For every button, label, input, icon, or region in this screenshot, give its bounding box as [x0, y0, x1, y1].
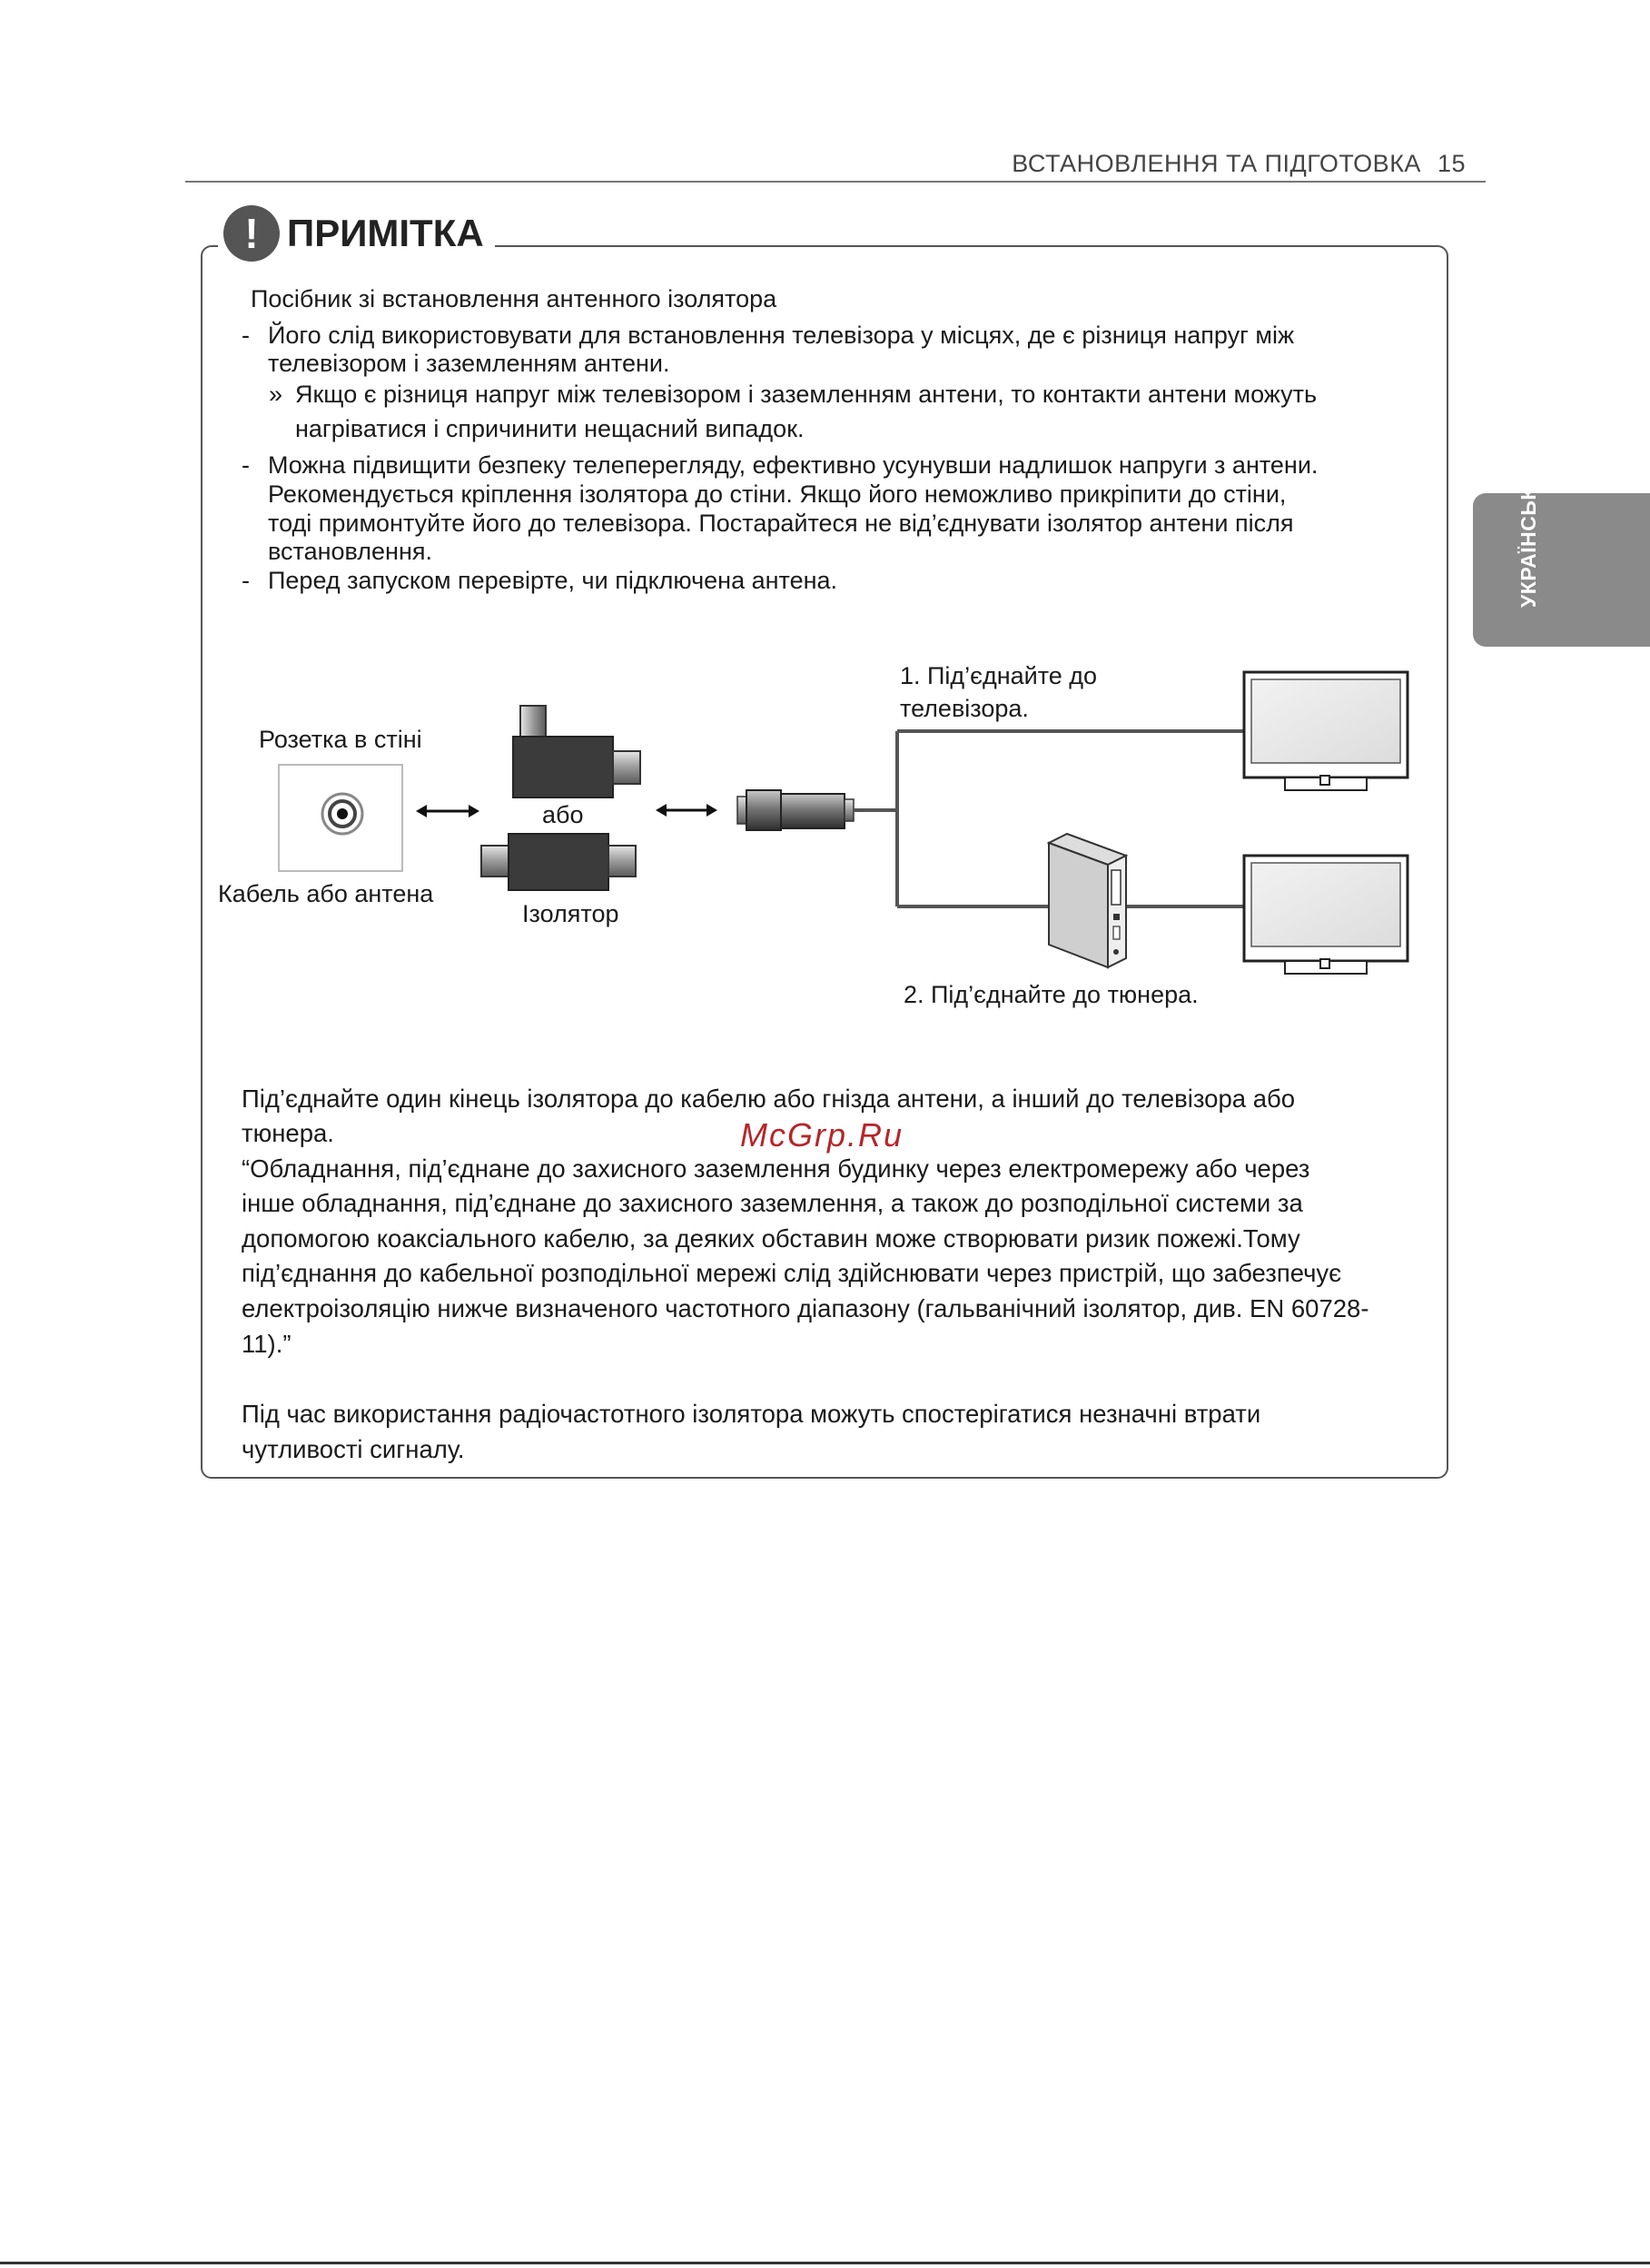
language-label: УКРАЇНСЬКА [1517, 470, 1540, 608]
note-intro: Посібник зі встановлення антенного ізолятора [251, 285, 777, 312]
note-title: ПРИМІТКА [287, 212, 484, 254]
bullet-2-line-1: Можна підвищити безпеку телеперегляду, ефективно усунувши надлишок напруги з антени. [268, 451, 1319, 479]
bullet-1-line-2: телевізором і заземленням антени. [268, 350, 670, 377]
cable-label: Кабель або антена [218, 880, 434, 907]
tv-icon [1244, 856, 1408, 974]
footer-divider [0, 2262, 1650, 2264]
diagram-graphic [209, 654, 1426, 1035]
connect-tuner-label: 2. Під’єднайте до тюнера. [904, 981, 1199, 1008]
bullet-2-line-3: тоді примонтуйте його до телевізора. Постарайтеся не від’єднувати ізолятор антени після [268, 510, 1294, 537]
bullet-2-line-2: Рекомендується кріплення ізолятора до стіни. Якщо його неможливо прикріпити до стіни, [268, 480, 1287, 508]
page-number: 15 [1437, 150, 1466, 177]
wall-socket-icon [279, 765, 402, 871]
bullet-1-line-1: Його слід використовувати для встановлення телевізора у місцях, де є різниця напруг між [268, 322, 1295, 349]
double-arrow-icon [416, 805, 479, 817]
quote-line-4: під’єднання до кабельної розподільної мережі слід здійснювати через пристрій, що забезпечує [242, 1259, 1342, 1287]
or-label: або [542, 801, 584, 828]
coax-connector-icon [737, 790, 854, 830]
bullet-2-line-4: встановлення. [268, 538, 432, 565]
header-divider [185, 181, 1486, 183]
section-title: ВСТАНОВЛЕННЯ ТА ПІДГОТОВКА [1012, 150, 1421, 177]
isolator-diagram [209, 654, 1426, 1040]
para-1-line-1: Під’єднайте один кінець ізолятора до кабелю або гнізда антени, а інший до телевізора або [242, 1084, 1296, 1113]
note-heading [218, 202, 495, 265]
connect-tv-label-line-2: телевізора. [900, 695, 1029, 722]
set-top-box-icon [1049, 834, 1126, 967]
language-tab [1473, 470, 1650, 647]
isolator-angled-icon [513, 706, 640, 797]
sub-bullet-marker: » [269, 381, 283, 408]
bullet-marker: - [242, 451, 250, 479]
bullet-3: Перед запуском перевірте, чи підключена антена. [268, 567, 838, 594]
isolator-label: Ізолятор [522, 900, 619, 927]
bullet-marker: - [242, 567, 250, 594]
sub-bullet-1-line-1: Якщо є різниця напруг між телевізором і заземленням антени, то контакти антени можуть [295, 381, 1318, 408]
bullet-marker: - [242, 322, 250, 349]
double-arrow-icon [656, 804, 717, 817]
tv-icon [1244, 672, 1408, 790]
para-3-line-1: Під час використання радіочастотного ізолятора можуть спостерігатися незначні втрати [242, 1400, 1261, 1428]
para-3-line-2: чутливості сигналу. [242, 1435, 465, 1463]
isolator-straight-icon [481, 834, 636, 890]
quote-line-1: “Обладнання, під’єднане до захисного заземлення будинку через електромережу або через [242, 1154, 1310, 1183]
quote-line-2: інше обладнання, під’єднане до захисного заземлення, а також до розподільної системи за [242, 1189, 1303, 1217]
wall-socket-label: Розетка в стіні [259, 726, 422, 753]
sub-bullet-1-line-2: нагріватися і спричинити нещасний випадок. [295, 415, 805, 442]
exclamation-icon: ! [223, 205, 280, 262]
page-header [1012, 150, 1466, 178]
watermark: McGrp.Ru [740, 1116, 904, 1154]
connect-tv-label-line-1: 1. Під’єднайте до [900, 662, 1098, 689]
para-1-line-2: тюнера. [242, 1119, 334, 1147]
quote-line-5: електроізоляцію нижче визначеного частотного діапазону (гальванічний ізолятор, див. EN 60728- [242, 1294, 1369, 1322]
quote-line-3: допомогою коаксіального кабелю, за деяких обставин може створювати ризик пожежі.Тому [242, 1224, 1300, 1253]
quote-line-6: 11).” [242, 1330, 291, 1358]
